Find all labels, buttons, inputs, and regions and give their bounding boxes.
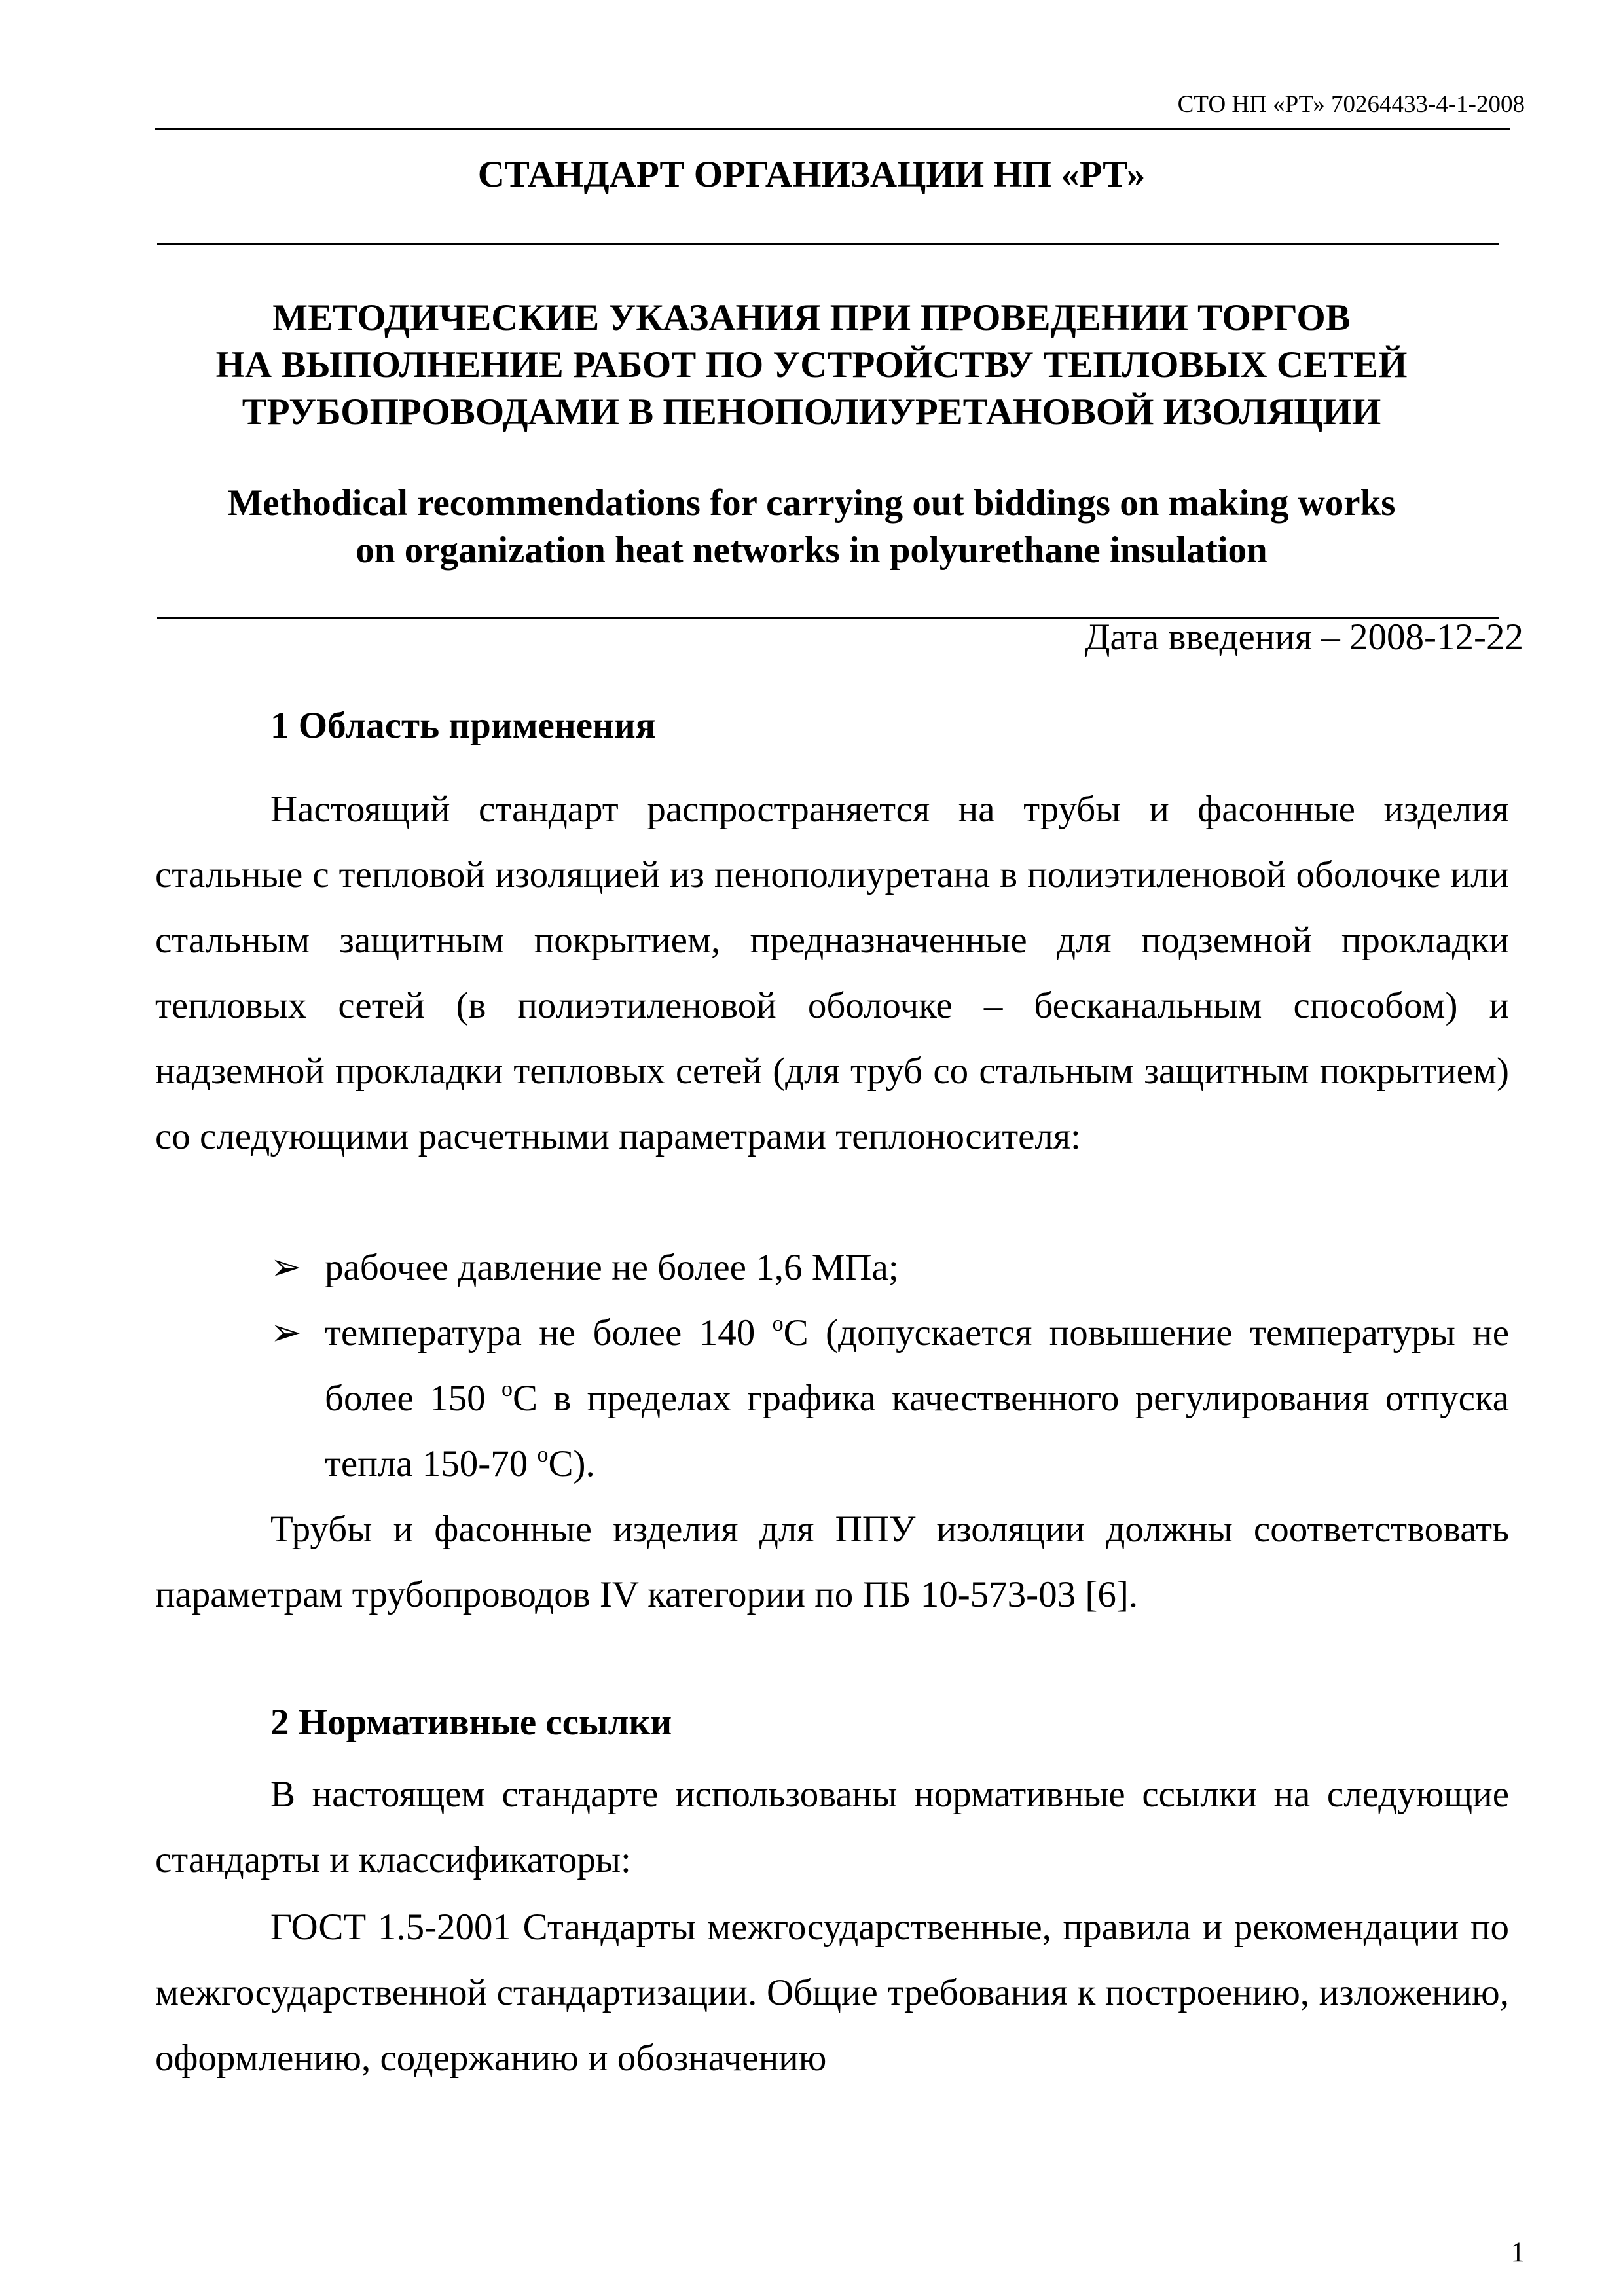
temperature-text-part: температура не более 140 bbox=[325, 1312, 773, 1354]
introduction-date: Дата введения – 2008-12-22 bbox=[1084, 617, 1523, 658]
organization-title: СТАНДАРТ ОРГАНИЗАЦИИ НП «РТ» bbox=[477, 154, 1146, 195]
title-en-line-1: Methodical recommendations for carrying out biddings on making works bbox=[227, 482, 1396, 524]
temperature-text-part: С в пределах графика качественного регулирования отпуска тепла 150-70 bbox=[325, 1378, 1509, 1484]
temperature-text-part: С). bbox=[548, 1443, 595, 1484]
degree-superscript: о bbox=[501, 1377, 513, 1401]
bullet-item-pressure bbox=[270, 1235, 1509, 1300]
document-code-header: СТО НП «РТ» 70264433-4-1-2008 bbox=[1177, 91, 1525, 118]
section-1-paragraph-1 bbox=[155, 777, 1509, 1170]
header-rule bbox=[155, 128, 1510, 130]
arrow-bullet-icon: ➢ bbox=[270, 1247, 302, 1288]
section-1-paragraph-2-text: Трубы и фасонные изделия для ППУ изоляции должны соответствовать параметрам трубопроводов IV категории по ПБ 10-573-03 [6]. bbox=[155, 1509, 1509, 1615]
arrow-bullet-icon: ➢ bbox=[270, 1312, 302, 1354]
section-2-paragraph-2 bbox=[155, 1895, 1509, 2091]
title-en-line-2: on organization heat networks in polyurethane insulation bbox=[356, 529, 1267, 571]
title-ru-line-2: НА ВЫПОЛНЕНИЕ РАБОТ ПО УСТРОЙСТВУ ТЕПЛОВЫХ СЕТЕЙ bbox=[215, 344, 1408, 386]
title-ru-line-1: МЕТОДИЧЕСКИЕ УКАЗАНИЯ ПРИ ПРОВЕДЕНИИ ТОРГОВ bbox=[272, 297, 1351, 338]
title-ru-line-3: ТРУБОПРОВОДАМИ В ПЕНОПОЛИУРЕТАНОВОЙ ИЗОЛЯЦИИ bbox=[242, 391, 1381, 433]
document-title-ru bbox=[0, 295, 1623, 436]
bullet-item-pressure-text: рабочее давление не более 1,6 МПа; bbox=[325, 1247, 899, 1288]
document-title-en bbox=[0, 480, 1623, 574]
section-1-paragraph-2 bbox=[155, 1497, 1509, 1628]
title-top-rule bbox=[157, 243, 1499, 245]
bullet-item-temperature-text bbox=[325, 1300, 1509, 1497]
degree-superscript: о bbox=[537, 1443, 549, 1467]
temperature-text-part: С (допускается повышение температуры не более 150 bbox=[325, 1312, 1509, 1419]
section-2-paragraph-1-text: В настоящем стандарте использованы нормативные ссылки на следующие стандарты и классификаторы: bbox=[155, 1774, 1509, 1880]
section-1-paragraph-1-text: Настоящий стандарт распространяется на трубы и фасонные изделия стальные с тепловой изоляцией из пенополиуретана в полиэтиленовой оболочке или стальным защитным покрытием, предназначенные для подземной прокладки тепловых сетей (в полиэтиленовой оболочке – бесканальным способом) и надземной прокладки тепловых сетей (для труб со стальным защитным покрытием) со следующими расчетными параметрами теплоносителя: bbox=[155, 789, 1509, 1157]
page-number: 1 bbox=[1510, 2237, 1525, 2268]
section-2-paragraph-1 bbox=[155, 1762, 1509, 1893]
degree-superscript: о bbox=[772, 1312, 784, 1336]
section-1-heading: 1 Область применения bbox=[270, 705, 656, 746]
bullet-item-temperature bbox=[270, 1300, 1509, 1497]
section-2-paragraph-2-text: ГОСТ 1.5-2001 Стандарты межгосударственные, правила и рекомендации по межгосударственной стандартизации. Общие требования к построению, изложению, оформлению, содержанию и обозначению bbox=[155, 1907, 1509, 2079]
section-2-heading: 2 Нормативные ссылки bbox=[270, 1702, 672, 1743]
